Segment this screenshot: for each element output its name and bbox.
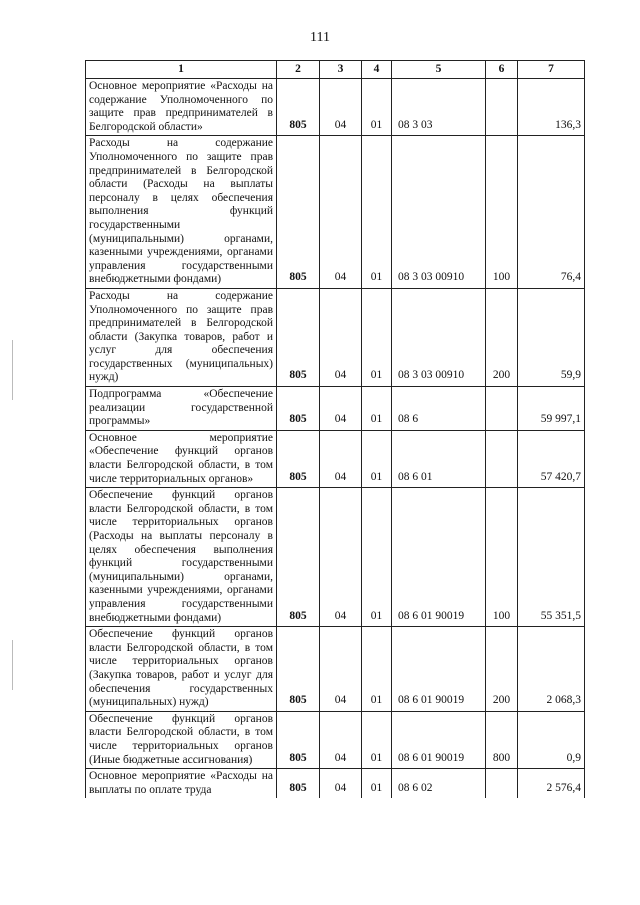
subsection-cell: 01: [362, 387, 392, 431]
table-row: [86, 288, 585, 386]
section-cell: 04: [320, 627, 362, 712]
table-row: [86, 769, 585, 799]
target-article-cell: 08 6 01 90019: [392, 488, 486, 627]
row-name-cell: Расходы на содержание Уполномоченного по защите прав предпринимателей в Белгородской области (Закупка товаров, работ и услуг для обеспечения государственных (муниципальных) нужд): [86, 288, 277, 386]
table-row: [86, 79, 585, 136]
target-article-cell: 08 3 03 00910: [392, 136, 486, 289]
target-article-cell: 08 6 02: [392, 769, 486, 799]
table-header-row: [86, 61, 585, 79]
target-article-cell: 08 6 01: [392, 430, 486, 487]
row-name-cell: Основное мероприятие «Расходы на содержание Уполномоченного по защите прав предпринимателей в Белгородской области»: [86, 79, 277, 136]
column-header: 4: [362, 61, 392, 79]
row-name-cell: Обеспечение функций органов власти Белгородской области, в том числе территориальных органов (Иные бюджетные ассигнования): [86, 711, 277, 768]
amount-cell: 59,9: [518, 288, 585, 386]
expense-type-cell: [486, 387, 518, 431]
budget-table: [85, 60, 585, 798]
expense-type-cell: [486, 79, 518, 136]
table-row: [86, 488, 585, 627]
code-cell: 805: [277, 488, 320, 627]
table-row: [86, 136, 585, 289]
amount-cell: 2 068,3: [518, 627, 585, 712]
amount-cell: 2 576,4: [518, 769, 585, 799]
table-row: [86, 387, 585, 431]
code-cell: 805: [277, 387, 320, 431]
target-article-cell: 08 6 01 90019: [392, 627, 486, 712]
table-row: [86, 627, 585, 712]
row-name-cell: Обеспечение функций органов власти Белгородской области, в том числе территориальных органов (Расходы на выплаты персоналу в целях обеспечения выполнения функций государственными (муниципальными) органами, казенными учреждениями, органами управления государственными внебюджетными фондами): [86, 488, 277, 627]
amount-cell: 59 997,1: [518, 387, 585, 431]
section-cell: 04: [320, 288, 362, 386]
column-header: 5: [392, 61, 486, 79]
subsection-cell: 01: [362, 769, 392, 799]
expense-type-cell: [486, 430, 518, 487]
amount-cell: 57 420,7: [518, 430, 585, 487]
section-cell: 04: [320, 387, 362, 431]
column-header: 7: [518, 61, 585, 79]
section-cell: 04: [320, 769, 362, 799]
target-article-cell: 08 6 01 90019: [392, 711, 486, 768]
code-cell: 805: [277, 79, 320, 136]
expense-type-cell: 200: [486, 288, 518, 386]
expense-type-cell: 800: [486, 711, 518, 768]
binding-mark: [12, 340, 13, 400]
table-row: [86, 430, 585, 487]
column-header: 1: [86, 61, 277, 79]
target-article-cell: 08 3 03: [392, 79, 486, 136]
table-row: [86, 711, 585, 768]
expense-type-cell: 100: [486, 136, 518, 289]
column-header: 6: [486, 61, 518, 79]
subsection-cell: 01: [362, 488, 392, 627]
row-name-cell: Основное мероприятие «Расходы на выплаты по оплате труда: [86, 769, 277, 799]
expense-type-cell: 100: [486, 488, 518, 627]
target-article-cell: 08 6: [392, 387, 486, 431]
amount-cell: 76,4: [518, 136, 585, 289]
row-name-cell: Обеспечение функций органов власти Белгородской области, в том числе территориальных органов (Закупка товаров, работ и услуг для обеспечения государственных (муниципальных) нужд): [86, 627, 277, 712]
target-article-cell: 08 3 03 00910: [392, 288, 486, 386]
subsection-cell: 01: [362, 430, 392, 487]
row-name-cell: Расходы на содержание Уполномоченного по защите прав предпринимателей в Белгородской области (Расходы на выплаты персоналу в целях обеспечения выполнения функций государственными (муниципальными) органами, казенными учреждениями, органами управления государственными внебюджетными фондами): [86, 136, 277, 289]
section-cell: 04: [320, 711, 362, 768]
column-header: 3: [320, 61, 362, 79]
row-name-cell: Основное мероприятие «Обеспечение функций органов власти Белгородской области, в том числе территориальных органов»: [86, 430, 277, 487]
subsection-cell: 01: [362, 711, 392, 768]
code-cell: 805: [277, 627, 320, 712]
code-cell: 805: [277, 711, 320, 768]
subsection-cell: 01: [362, 79, 392, 136]
subsection-cell: 01: [362, 288, 392, 386]
page-number: 111: [310, 30, 330, 45]
section-cell: 04: [320, 430, 362, 487]
code-cell: 805: [277, 430, 320, 487]
code-cell: 805: [277, 769, 320, 799]
code-cell: 805: [277, 288, 320, 386]
section-cell: 04: [320, 79, 362, 136]
subsection-cell: 01: [362, 136, 392, 289]
amount-cell: 55 351,5: [518, 488, 585, 627]
section-cell: 04: [320, 136, 362, 289]
column-header: 2: [277, 61, 320, 79]
section-cell: 04: [320, 488, 362, 627]
amount-cell: 136,3: [518, 79, 585, 136]
subsection-cell: 01: [362, 627, 392, 712]
amount-cell: 0,9: [518, 711, 585, 768]
expense-type-cell: 200: [486, 627, 518, 712]
code-cell: 805: [277, 136, 320, 289]
row-name-cell: Подпрограмма «Обеспечение реализации государственной программы»: [86, 387, 277, 431]
expense-type-cell: [486, 769, 518, 799]
binding-mark: [12, 640, 13, 690]
